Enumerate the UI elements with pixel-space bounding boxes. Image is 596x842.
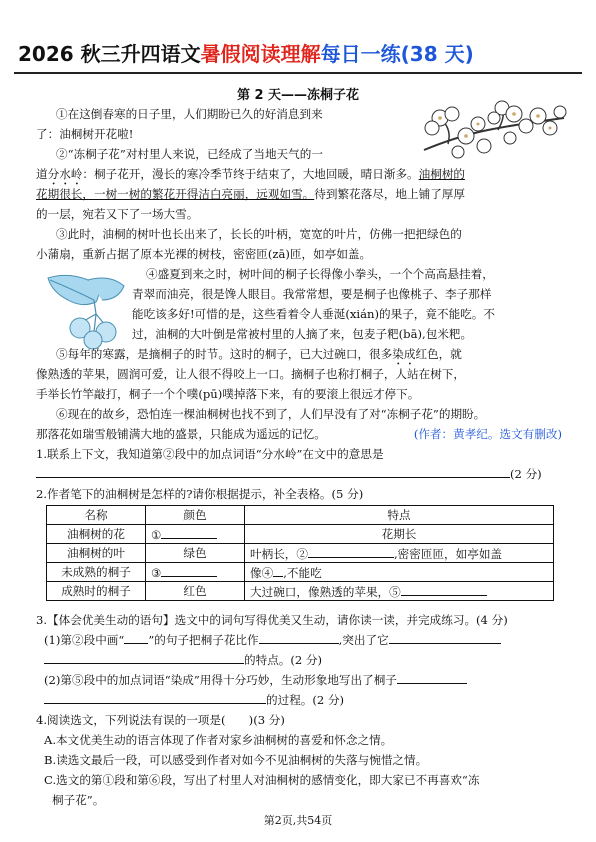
question-3-sub-2-cont: 的过程。(2 分) bbox=[44, 690, 570, 710]
banner-title-part-3: 每日一练(38 天) bbox=[320, 42, 474, 66]
tung-fruit-illustration bbox=[38, 268, 128, 350]
answer-blank[interactable] bbox=[44, 651, 244, 664]
answer-blank[interactable] bbox=[389, 631, 501, 644]
option-c[interactable]: C.选文的第①段和第⑥段，写出了村里人对油桐树的感情变化，即大家已不再喜欢“冻 bbox=[44, 773, 480, 787]
table-header-cell: 名称 bbox=[47, 506, 146, 525]
passage-p1-line2: 了：油桐树开花啦! bbox=[36, 127, 134, 141]
keyword-rancheng: 染成 bbox=[392, 347, 416, 361]
author-credit: (作者：黄孝纪。选文有删改) bbox=[413, 427, 562, 441]
question-3-sub-1-cont: 的特点。(2 分) bbox=[44, 650, 570, 670]
answer-blank[interactable] bbox=[401, 583, 487, 596]
answer-blank[interactable] bbox=[308, 545, 394, 558]
underlined-sentence: 油桐树的 bbox=[418, 167, 466, 181]
passage-p4-line1: ④盛夏到来之时，树叶间的桐子长得像小拳头，一个个高高悬挂着， bbox=[146, 267, 494, 281]
table-header-row bbox=[47, 506, 554, 525]
answer-blank[interactable] bbox=[36, 465, 510, 478]
table-row: 油桐树的花 ① 花期长 bbox=[47, 525, 554, 544]
table-row: 油桐树的叶 绿色 叶柄长，② ,密密匝匝，如亭如盖 bbox=[47, 544, 554, 563]
option-a[interactable]: A.本文优美生动的语言体现了作者对家乡油桐树的喜爱和怀念之情。 bbox=[44, 733, 393, 747]
table-header-cell: 特点 bbox=[245, 506, 554, 525]
passage-p3-line2: 小蒲扇，重新占据了原本光裸的树枝，密密匝(zā)匝，如亭如盖。 bbox=[36, 247, 372, 261]
question-3-sub-1: (1)第②段中画“ ”的句子把桐子花比作 ,突出了它 bbox=[44, 630, 570, 650]
banner-title-part-2: 暑假阅读理解 bbox=[200, 42, 321, 66]
question-4: 4.阅读选文，下列说法有误的一项是( )(3 分) bbox=[36, 713, 285, 727]
question-3-sub-2: (2)第⑤段中的加点词语“染成”用得十分巧妙，生动形象地写出了桐子 bbox=[44, 670, 570, 690]
banner-title-part-1: 2026 秋三升四语文 bbox=[18, 42, 201, 66]
keyword-fenshuiling: 分水岭 bbox=[47, 167, 83, 181]
lesson-title: 第 2 天——冻桐子花 bbox=[236, 88, 360, 103]
features-table bbox=[46, 505, 554, 601]
question-1-answer-line bbox=[36, 464, 562, 484]
answer-blank[interactable] bbox=[273, 564, 283, 577]
passage-p3-line1: ③此时，油桐的树叶也长出来了，长长的叶柄，宽宽的叶片，仿佛一把把绿色的 bbox=[56, 227, 462, 241]
question-1-score: (2 分) bbox=[510, 467, 542, 481]
passage-p4-line3: 能吃该多好!可惜的是，这些看着令人垂涎(xián)的果子，竟不能吃。不 bbox=[132, 307, 495, 321]
passage-p4-line4: 过，油桐的大叶倒是常被村里的人摘了来，包麦子粑(bā),包米粑。 bbox=[132, 327, 473, 341]
option-c-cont: 桐子花”。 bbox=[52, 793, 105, 807]
question-2: 2.作者笔下的油桐树是怎样的?请你根据提示，补全表格。(5 分) bbox=[36, 487, 364, 501]
banner-title bbox=[18, 38, 578, 74]
answer-blank[interactable] bbox=[259, 631, 339, 644]
passage-p2-line1: ②“冻桐子花”对村里人来说，已经成了当地天气的一 bbox=[56, 147, 323, 161]
passage-p5-line2: 像熟透的苹果，圆润可爱，让人很不得咬上一口。摘桐子也称打桐子，人站在树下， bbox=[36, 367, 465, 381]
option-b[interactable]: B.读选文最后一段，可以感受到作者对如今不见油桐树的失落与惋惜之情。 bbox=[44, 753, 428, 767]
passage-p2-line2: 道分水岭：桐子花开，漫长的寒冷季节终于结束了，大地回暖，晴日渐多。油桐树的 bbox=[36, 167, 466, 181]
passage-p2-line3: 花期很长，一树一树的繁花开得洁白亮丽，远观如雪。待到繁花落尽，地上铺了厚厚 bbox=[36, 187, 465, 201]
passage-p5-line3: 手举长竹竿敲打，桐子一个个噗(pū)噗掉落下来，有的要滚上很远才停下。 bbox=[36, 387, 420, 401]
passage-p6-line1: ⑥现在的故乡，恐怕连一棵油桐树也找不到了，人们早没有了对“冻桐子花”的期盼。 bbox=[56, 407, 486, 421]
banner-underline bbox=[14, 72, 582, 74]
answer-blank[interactable] bbox=[161, 526, 217, 539]
passage-p1-line1: ①在这倒春寒的日子里，人们期盼已久的好消息到来 bbox=[56, 107, 323, 121]
question-1: 1.联系上下文，我知道第②段中的加点词语“分水岭”在文中的意思是 bbox=[36, 447, 384, 461]
answer-blank[interactable] bbox=[44, 691, 266, 704]
table-header-cell: 颜色 bbox=[146, 506, 245, 525]
answer-blank[interactable] bbox=[161, 564, 217, 577]
page-footer: 第2页,共54页 bbox=[263, 814, 333, 827]
answer-blank[interactable] bbox=[397, 671, 467, 684]
passage-p5-line1: ⑤每年的寒露，是摘桐子的时节。这时的桐子，已大过碗口，很多染成红色，就 bbox=[56, 347, 462, 361]
question-3: 3.【体会优美生动的语句】选文中的词句写得优美又生动，请你读一读，并完成练习。(4 分) bbox=[36, 613, 508, 627]
table-row: 未成熟的桐子 ③ 像④ ,不能吃 bbox=[47, 563, 554, 582]
table-row: 成熟时的桐子 红色 大过碗口，像熟透的苹果，⑤ bbox=[47, 582, 554, 601]
passage-p2-line4: 的一层，宛若又下了一场大雪。 bbox=[36, 207, 199, 221]
passage-p4-line2: 青翠而油亮，很是馋人眼目。我常常想，要是桐子也像桃子、李子那样 bbox=[132, 287, 492, 301]
passage-p6-line2: 那落花如瑞雪般铺满大地的盛景，只能成为遥远的记忆。 (作者：黄孝纪。选文有删改) bbox=[36, 424, 562, 444]
underlined-sentence-cont: 花期很长，一树一树的繁花开得洁白亮丽，远观如雪。 bbox=[36, 187, 315, 201]
underline-sample bbox=[124, 631, 148, 644]
